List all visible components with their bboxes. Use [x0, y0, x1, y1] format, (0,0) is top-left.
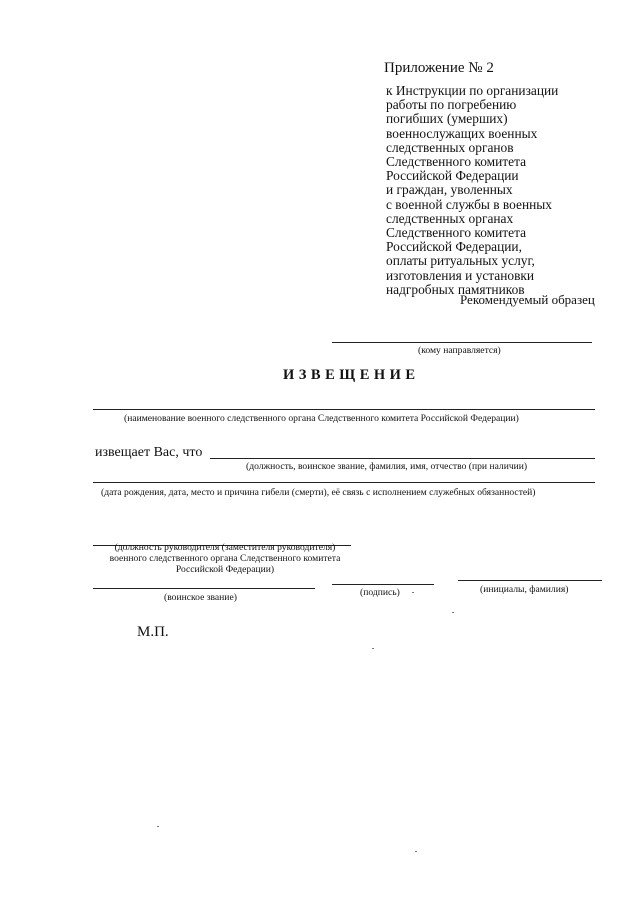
appendix-line: погибших (умерших) — [386, 111, 508, 127]
scan-speck — [157, 826, 159, 827]
appendix-line: работы по погребению — [386, 97, 517, 113]
appendix-line: следственных органов — [386, 139, 514, 155]
scan-speck — [415, 851, 417, 852]
death-info-line — [93, 482, 595, 483]
appendix-line: и граждан, уволенных — [386, 182, 513, 198]
organ-line — [93, 409, 595, 410]
informs-text: извещает Вас, что — [95, 445, 203, 460]
recipient-caption: (кому направляется) — [418, 345, 501, 356]
signature-caption: (подпись) — [360, 587, 400, 598]
scan-speck — [452, 612, 454, 613]
appendix-line: Следственного комитета — [386, 154, 527, 170]
appendix-line: оплаты ритуальных услуг, — [386, 253, 535, 269]
rank-line — [93, 588, 315, 589]
rank-caption: (воинское звание) — [164, 592, 237, 603]
head-position-caption — [95, 542, 355, 575]
name-line — [458, 580, 602, 581]
appendix-line: Российской Федерации, — [386, 239, 522, 255]
recommended-sample-label: Рекомендуемый образец — [460, 292, 595, 307]
death-caption: (дата рождения, дата, место и причина гибели (смерти), её связь с исполнением служебных обязанностей) — [101, 487, 536, 498]
appendix-line: изготовления и установки — [386, 267, 535, 283]
person-caption: (должность, воинское звание, фамилия, имя, отчество (при наличии) — [246, 461, 528, 472]
person-line — [210, 458, 595, 459]
appendix-description — [386, 84, 606, 297]
head-caption-line: военного следственного органа Следственного комитета — [109, 553, 341, 564]
head-caption-line: (должность руководителя (заместителя руководителя) — [114, 542, 336, 553]
head-caption-line: Российской Федерации) — [175, 564, 275, 575]
signature-line — [332, 584, 434, 585]
appendix-line: надгробных памятников — [386, 281, 525, 297]
organ-caption: (наименование военного следственного органа Следственного комитета Российской Федерации) — [124, 413, 519, 424]
appendix-line: военнослужащих военных — [386, 125, 538, 141]
appendix-line: Следственного комитета — [386, 225, 527, 241]
appendix-line: Российской Федерации — [386, 168, 519, 184]
appendix-line: к Инструкции по организации — [386, 83, 559, 98]
stamp-label: М.П. — [137, 624, 169, 640]
name-caption: (инициалы, фамилия) — [480, 584, 569, 595]
scan-speck — [372, 648, 374, 649]
scan-speck — [412, 592, 414, 593]
appendix-line: следственных органах — [386, 210, 514, 226]
appendix-title: Приложение № 2 — [384, 60, 494, 76]
appendix-line: с военной службы в военных — [386, 196, 552, 212]
recipient-line — [332, 342, 592, 343]
document-title: ИЗВЕЩЕНИЕ — [283, 367, 420, 383]
